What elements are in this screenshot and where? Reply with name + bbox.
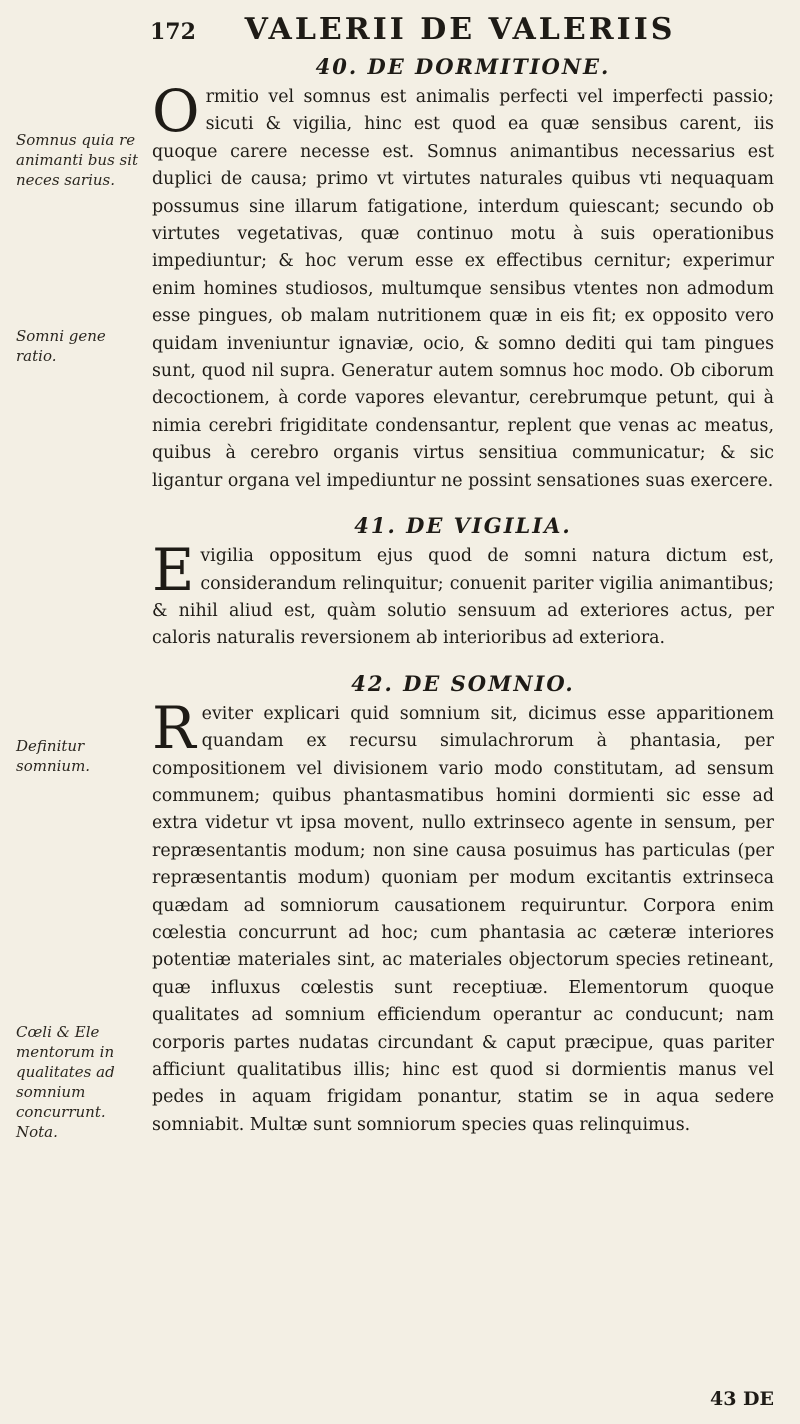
catchword: 43 DE: [709, 1388, 774, 1410]
main-text: [152, 50, 774, 1139]
section-heading-dormitione: 40. DE DORMITIONE.: [315, 54, 611, 79]
margin-note-somnus: Somnus quia re animanti bus sit neces sarius.: [16, 131, 139, 189]
running-title: VALERII DE VALERIIS: [244, 12, 676, 47]
page-number: 172: [150, 19, 196, 45]
margin-note-definitur: Definitur somnium.: [16, 737, 91, 775]
section-text-dormitione: Ormitio vel somnus est animalis perfecti vel imperfecti passio; sicuti & vigilia, hinc est quod ea quæ sensibus carent, iis quoque carere necesse est. Somnus animantibus necessarius est duplici de causa; primo vt virtutes naturales quibus vti nequaquam possumus sine illarum fatigatione, interdum quiescant; secundo ob virtutes vegetativas, quæ continuo motu à suis operationibus impediuntur; & hoc verum esse ex effectibus cernitur; experimur enim homines studiosos, multumque sensibus vtentes non admodum esse pingues, ob malam nutritionem quæ in eis fit; ex opposito vero quidam inveniuntur ignaviæ, ocio, & somno dediti qui tam pingues sunt, quod nil supra. Generatur autem somnus hoc modo. Ob ciborum decoctionem, à corde vapores elevantur, cerebrumque petunt, qui à nimia cerebri frigiditate condensantur, replent que venas ac meatus, quibus à cerebro organis virtus sensitiua communicatur; & sic ligantur organa vel impediuntur ne possint sensationes suas exercere.: [152, 77, 774, 491]
margin-note-generatio: Somni gene ratio.: [16, 327, 106, 365]
section-heading-vigilia: 41. DE VIGILIA.: [354, 513, 572, 539]
section-text-somnio: Reviter explicari quid somnium sit, dicimus esse apparitionem quandam ex recursu simulachrorum à phantasia, per compositionem vel divisionem vario modo constitutam, ad sensum communem; quibus phantasmatibus homini dormienti sic esse ad extra videtur vt ipsa movent, nullo extrinseco agente in sensum, per repræsentantis modum; non sine causa posuimus has particulas (per repræsentantis modum) quoniam per modum excitantis extrinseca quædam ad somniorum causationem requiruntur. Corpora enim cœlestia concurrunt ad hoc; cum phantasia ac cæteræ interiores potentiæ materiales sint, ac materiales objectorum species retineant, quæ influxus cœlestis sunt receptiuæ. Elementorum quoque qualitates ad somnium efficiendum operantur ac conducunt; nam corporis partes nudatas circundant & caput præcipue, quas pariter afficiunt qualitatibus illis; hinc est quod si dormientis manus vel pedes in aquam frigidam ponantur, statim se in aqua sedere somniabit. Multæ sunt somniorum species quas relinquimus.: [152, 693, 774, 1135]
section-heading-somnio: 42. DE SOMNIO.: [351, 670, 575, 696]
margin-note-coeli: Cœli & Ele mentorum in qualitates ad somnium concurrunt. Nota.: [16, 1023, 115, 1141]
running-head: [150, 12, 760, 50]
section-text-vigilia: Evigilia oppositum ejus quod de somni natura dictum est, considerandum relinquitur; conuenit pariter vigilia animantibus; & nihil aliud est, quàm solutio sensuum ad exteriores actus, per caloris naturalis reversionem ab interioribus ad exteriora.: [152, 536, 774, 649]
